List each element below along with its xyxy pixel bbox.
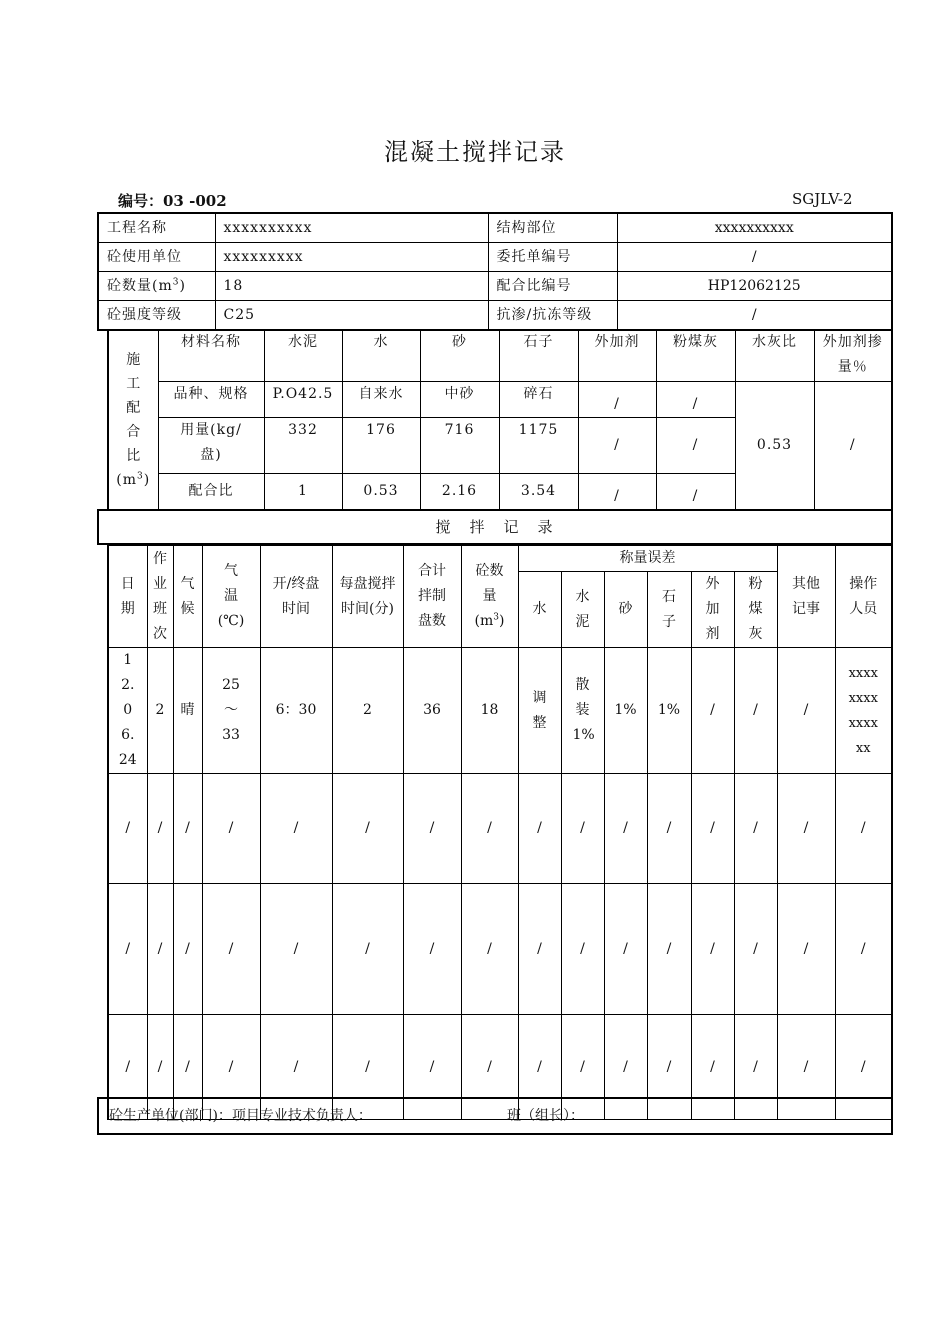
- blank-cell: /: [461, 884, 518, 1015]
- blank-cell: /: [561, 1015, 604, 1120]
- project-name-label: 工程名称: [98, 213, 215, 243]
- mix-no-label: 配合比编号: [488, 272, 617, 301]
- error-header-stone: 石子: [647, 572, 691, 648]
- blank-cell: /: [108, 774, 147, 884]
- mixing-record-title: 搅 拌 记 录: [97, 509, 893, 545]
- blank-cell: /: [518, 884, 561, 1015]
- row-mix-time: 2: [332, 648, 403, 774]
- blank-cell: /: [461, 774, 518, 884]
- row-operator: xxxxxxxxxxxxxx: [835, 648, 892, 774]
- header-date: 日期: [108, 546, 147, 648]
- row-error-cement: 散装1%: [561, 648, 604, 774]
- row-weather: 晴: [173, 648, 202, 774]
- blank-cell: /: [202, 1015, 260, 1120]
- blank-cell: /: [173, 1015, 202, 1120]
- ratio-sand: 2.16: [420, 474, 499, 510]
- spec-cement: P.O42.5: [264, 382, 342, 418]
- error-header-water: 水: [518, 572, 561, 648]
- blank-cell: /: [647, 884, 691, 1015]
- spec-stone: 碎石: [499, 382, 578, 418]
- blank-cell: /: [734, 1015, 777, 1120]
- info-table: [97, 212, 893, 331]
- row-error-admixture: /: [691, 648, 734, 774]
- error-header-flyash: 粉煤灰: [734, 572, 777, 648]
- ratio-stone: 3.54: [499, 474, 578, 510]
- blank-cell: /: [604, 884, 647, 1015]
- blank-cell: /: [260, 774, 332, 884]
- mix-header-water: 水: [342, 330, 420, 382]
- row-error-flyash: /: [734, 648, 777, 774]
- ratio-label: 配合比: [158, 474, 264, 510]
- entrust-value: /: [617, 243, 892, 272]
- mix-header-stone: 石子: [499, 330, 578, 382]
- blank-cell: /: [604, 1015, 647, 1120]
- structure-value: xxxxxxxxxx: [617, 213, 892, 243]
- blank-cell: /: [734, 884, 777, 1015]
- row-error-stone: 1%: [647, 648, 691, 774]
- blank-cell: /: [518, 774, 561, 884]
- mix-side-label: 施工配合比 $(m^3)$: [108, 330, 158, 510]
- blank-cell: /: [691, 1015, 734, 1120]
- spec-flyash: /: [656, 382, 735, 418]
- dosage-label: 用量(kg/盘): [158, 418, 264, 474]
- grade-value: C25: [215, 301, 488, 331]
- header-temperature: 气温 (℃): [202, 546, 260, 648]
- page-title: 混凝土搅拌记录: [384, 138, 566, 166]
- blank-cell: /: [147, 1015, 173, 1120]
- blank-cell: /: [202, 884, 260, 1015]
- header-start-end-time: 开/终盘时间: [260, 546, 332, 648]
- spec-water: 自来水: [342, 382, 420, 418]
- spec-sand: 中砂: [420, 382, 499, 418]
- row-error-sand: 1%: [604, 648, 647, 774]
- blank-cell: /: [835, 884, 892, 1015]
- dosage-sand: 716: [420, 418, 499, 474]
- mix-header-admix-pct: 外加剂掺量％: [814, 330, 892, 382]
- dosage-water: 176: [342, 418, 420, 474]
- blank-cell: /: [647, 1015, 691, 1120]
- blank-cell: /: [147, 774, 173, 884]
- project-name-value: xxxxxxxxxx: [215, 213, 488, 243]
- spec-label: 品种、规格: [158, 382, 264, 418]
- entrust-label: 委托单编号: [488, 243, 617, 272]
- user-label: 砼使用单位: [98, 243, 215, 272]
- blank-cell: /: [561, 884, 604, 1015]
- structure-label: 结构部位: [488, 213, 617, 243]
- header-total-batches: 合计拌制盘数: [403, 546, 461, 648]
- user-value: xxxxxxxxx: [215, 243, 488, 272]
- dosage-admixture: /: [578, 418, 656, 474]
- blank-cell: /: [777, 1015, 835, 1120]
- blank-cell: /: [647, 774, 691, 884]
- error-header-admixture: 外加剂: [691, 572, 734, 648]
- row-volume: 18: [461, 648, 518, 774]
- blank-cell: /: [403, 1015, 461, 1120]
- blank-cell: /: [561, 774, 604, 884]
- permeability-value: /: [617, 301, 892, 331]
- spec-admixture: /: [578, 382, 656, 418]
- blank-cell: /: [173, 884, 202, 1015]
- signature-footer: [97, 1097, 893, 1135]
- blank-cell: /: [604, 774, 647, 884]
- blank-cell: /: [332, 884, 403, 1015]
- blank-cell: /: [777, 774, 835, 884]
- error-header-sand: 砂: [604, 572, 647, 648]
- blank-cell: /: [108, 884, 147, 1015]
- mix-header-sand: 砂: [420, 330, 499, 382]
- ratio-water: 0.53: [342, 474, 420, 510]
- row-error-water: 调整: [518, 648, 561, 774]
- blank-cell: /: [260, 884, 332, 1015]
- row-time: 6：30: [260, 648, 332, 774]
- table-row-blank: [108, 774, 892, 884]
- mix-header-wc-ratio: 水灰比: [735, 330, 814, 382]
- mix-header-cement: 水泥: [264, 330, 342, 382]
- production-unit-label: 砼生产单位(部门)：项目专业技术负责人：: [109, 1108, 372, 1124]
- blank-cell: /: [691, 774, 734, 884]
- admix-pct-value: /: [814, 382, 892, 510]
- row-batches: 36: [403, 648, 461, 774]
- blank-cell: /: [734, 774, 777, 884]
- table-row: [108, 648, 892, 774]
- header-volume: 砼数量 $(m^3)$: [461, 546, 518, 648]
- header-other-notes: 其他记事: [777, 546, 835, 648]
- blank-cell: /: [835, 1015, 892, 1120]
- blank-cell: /: [777, 884, 835, 1015]
- mix-header-admixture: 外加剂: [578, 330, 656, 382]
- blank-cell: /: [147, 884, 173, 1015]
- permeability-label: 抗渗/抗冻等级: [488, 301, 617, 331]
- grade-label: 砼强度等级: [98, 301, 215, 331]
- mix-header-flyash: 粉煤灰: [656, 330, 735, 382]
- blank-cell: /: [108, 1015, 147, 1120]
- quantity-label: 砼数量$(m^3)$: [98, 272, 215, 301]
- document-number: 编号：03 -002: [118, 192, 227, 210]
- dosage-stone: 1175: [499, 418, 578, 474]
- row-other: /: [777, 648, 835, 774]
- wc-ratio-value: 0.53: [735, 382, 814, 510]
- table-row-blank: [108, 884, 892, 1015]
- row-temperature: 25～33: [202, 648, 260, 774]
- mix-header-material: 材料名称: [158, 330, 264, 382]
- blank-cell: /: [691, 884, 734, 1015]
- form-code: SGJLV-2: [792, 190, 853, 208]
- header-weighing-error: 称量误差: [518, 546, 777, 572]
- blank-cell: /: [202, 774, 260, 884]
- team-leader-label: 班（组长）：: [507, 1108, 584, 1124]
- ratio-cement: 1: [264, 474, 342, 510]
- blank-cell: /: [260, 1015, 332, 1120]
- header-shift: 作业班次: [147, 546, 173, 648]
- dosage-flyash: /: [656, 418, 735, 474]
- header-weather: 气候: [173, 546, 202, 648]
- error-header-cement: 水泥: [561, 572, 604, 648]
- blank-cell: /: [332, 1015, 403, 1120]
- blank-cell: /: [835, 774, 892, 884]
- row-date: 12.0 6. 24: [108, 648, 147, 774]
- blank-cell: /: [332, 774, 403, 884]
- blank-cell: /: [173, 774, 202, 884]
- mixing-record-table: [107, 545, 893, 1120]
- mix-no-value: HP12062125: [617, 272, 892, 301]
- quantity-value: 18: [215, 272, 488, 301]
- blank-cell: /: [403, 884, 461, 1015]
- header-mix-time: 每盘搅拌时间(分): [332, 546, 403, 648]
- blank-cell: /: [403, 774, 461, 884]
- blank-cell: /: [518, 1015, 561, 1120]
- blank-cell: /: [461, 1015, 518, 1120]
- dosage-cement: 332: [264, 418, 342, 474]
- ratio-flyash: /: [656, 474, 735, 510]
- header-operator: 操作人员: [835, 546, 892, 648]
- ratio-admixture: /: [578, 474, 656, 510]
- row-shift: 2: [147, 648, 173, 774]
- mix-proportion-table: [107, 329, 893, 510]
